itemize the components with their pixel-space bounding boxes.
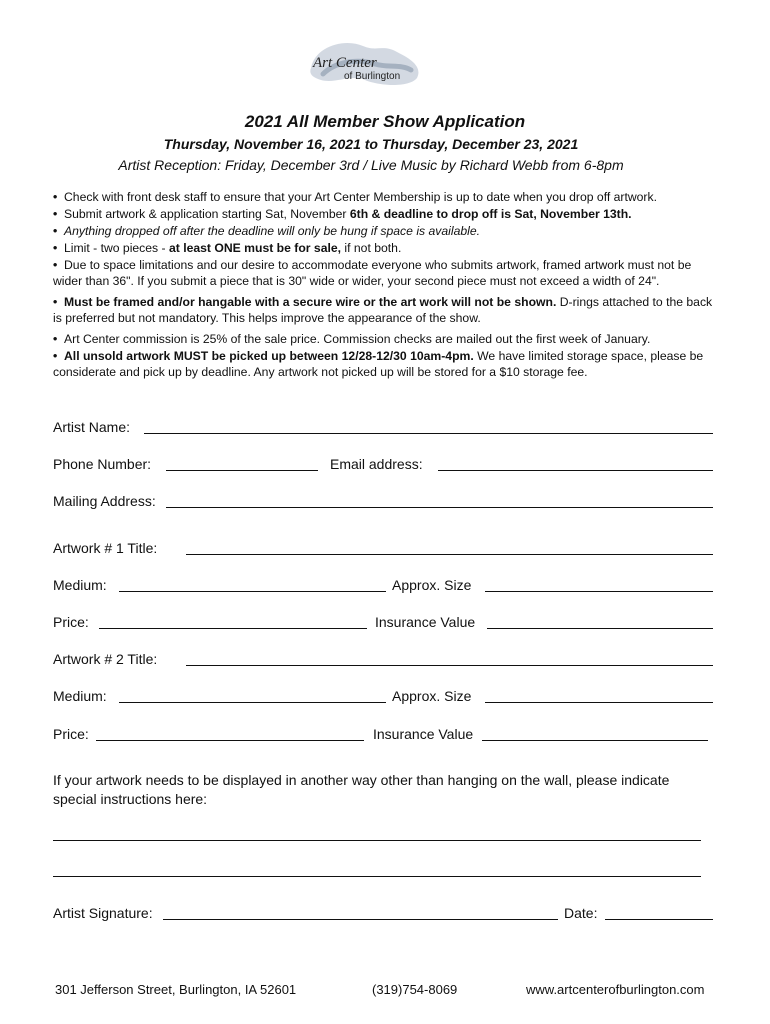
artwork1-medium-field[interactable] [119,591,386,592]
signature-field[interactable] [163,919,558,920]
artwork2-price-label: Price: [53,726,89,742]
footer-website[interactable]: www.artcenterofburlington.com [526,982,705,997]
reception-info: Artist Reception: Friday, December 3rd / Live Music by Richard Webb from 6-8pm [118,157,624,173]
artwork1-title-label: Artwork # 1 Title: [53,540,158,556]
artwork1-insurance-label: Insurance Value [375,614,476,630]
rule-item: • All unsold artwork MUST be picked up between 12/28-12/30 10am-4pm. We have limited storage space, please be considerate and pick up by deadline. Any artwork not picked up will be stored for a $10 storage fee. [53,349,704,379]
artist-name-field[interactable] [144,433,713,434]
logo-subtitle: of Burlington [344,71,401,82]
rule-item: • Must be framed and/or hangable with a secure wire or the art work will not be shown. D-rings attached to the back is preferred but not mandatory. This helps improve the appearance of the show. [53,295,713,325]
rule-item: • Anything dropped off after the deadline will only be hung if space is available. [53,224,480,238]
artwork1-price-label: Price: [53,614,89,630]
mailing-address-field[interactable] [166,507,713,508]
artwork2-insurance-field[interactable] [482,740,708,741]
special-instructions-line-2[interactable] [53,876,701,877]
phone-label: Phone Number: [53,456,152,472]
special-instructions-line-1[interactable] [53,840,701,841]
artwork2-size-label: Approx. Size [392,688,472,704]
artwork1-price-field[interactable] [99,628,367,629]
signature-label: Artist Signature: [53,905,153,921]
date-label: Date: [564,905,598,921]
artwork1-medium-label: Medium: [53,577,107,593]
artwork2-insurance-label: Insurance Value [373,726,474,742]
artwork1-size-field[interactable] [485,591,713,592]
artwork2-price-field[interactable] [96,740,364,741]
artwork1-title-field[interactable] [186,554,713,555]
rule-item: • Art Center commission is 25% of the sale price. Commission checks are mailed out the first week of January. [53,332,651,346]
artwork2-title-label: Artwork # 2 Title: [53,651,158,667]
artwork1-size-label: Approx. Size [392,577,472,593]
rule-item: • Due to space limitations and our desire to accommodate everyone who submits artwork, framed artwork must not be wider than 36". If you submit a piece that is 30" wide or wider, your second piece must not exceed a width of 24". [53,258,692,288]
show-dates: Thursday, November 16, 2021 to Thursday, December 23, 2021 [163,136,579,152]
artwork1-insurance-field[interactable] [487,628,713,629]
email-label: Email address: [330,456,423,472]
special-instructions-prompt: If your artwork needs to be displayed in another way other than hanging on the wall, please indicate special instructions here: [53,772,670,807]
mailing-address-label: Mailing Address: [53,493,156,509]
date-field[interactable] [605,919,713,920]
art-center-logo [305,40,427,90]
artwork2-title-field[interactable] [186,665,713,666]
phone-field[interactable] [166,470,318,471]
artwork2-medium-field[interactable] [119,702,386,703]
rule-item: • Limit - two pieces - at least ONE must be for sale, if not both. [53,241,402,255]
footer-address: 301 Jefferson Street, Burlington, IA 52601 [55,982,297,997]
artwork2-medium-label: Medium: [53,688,107,704]
artist-name-label: Artist Name: [53,419,131,435]
footer-phone: (319)754-8069 [372,982,458,997]
rule-item: • Check with front desk staff to ensure that your Art Center Membership is up to date when you drop off artwork. [53,190,657,204]
page-title: 2021 All Member Show Application [244,112,526,131]
artwork2-size-field[interactable] [485,702,713,703]
logo-title: Art Center [313,55,377,71]
rules-list [53,189,717,381]
email-field[interactable] [438,470,713,471]
rule-item: • Submit artwork & application starting Sat, November 6th & deadline to drop off is Sat, November 13th. [53,207,632,221]
